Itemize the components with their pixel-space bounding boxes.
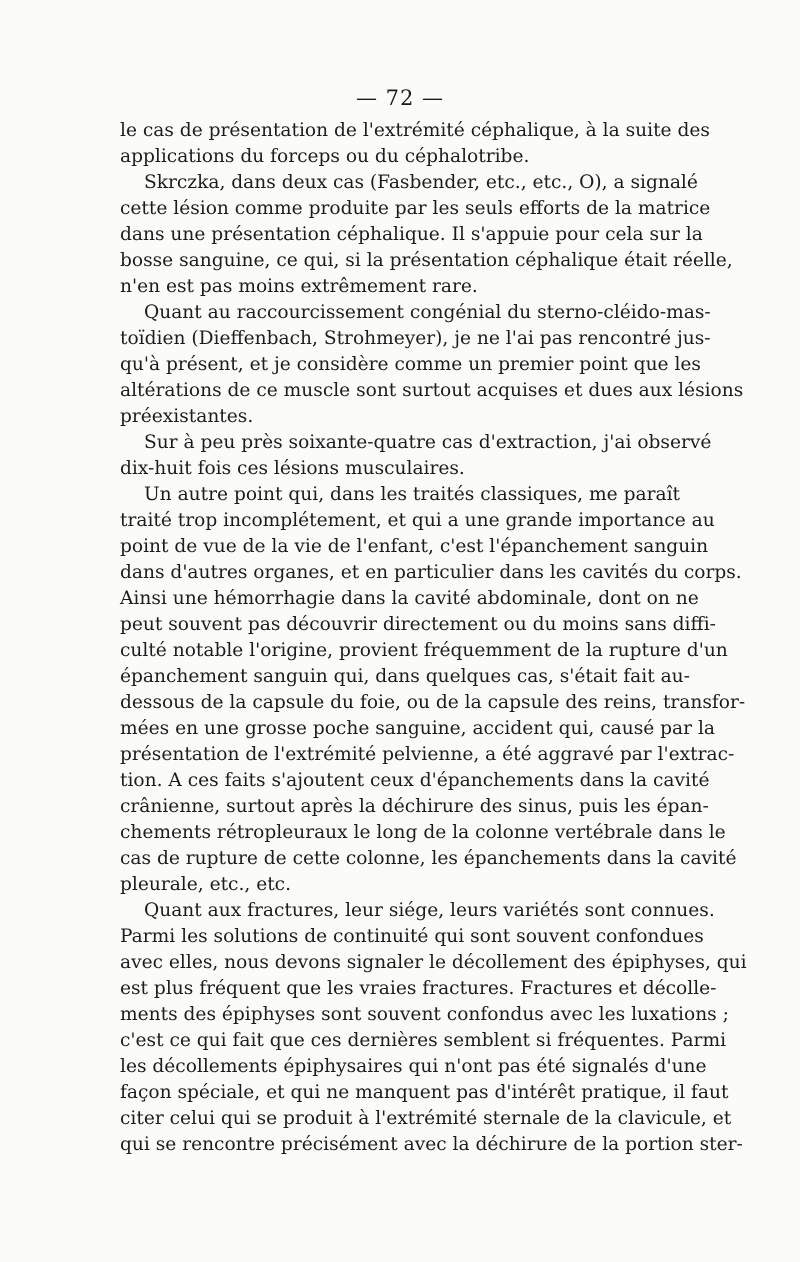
text-line: citer celui qui se produit à l'extrémité sternale de la clavicule, et <box>120 1108 732 1129</box>
text-line: n'en est pas moins extrêmement rare. <box>120 276 478 297</box>
text-line: Parmi les solutions de continuité qui sont souvent confondues <box>120 926 704 947</box>
text-line: ments des épiphyses sont souvent confondus avec les luxations ; <box>120 1004 729 1025</box>
text-line: qui se rencontre précisément avec la déchirure de la portion ster- <box>120 1134 743 1155</box>
text-line: cette lésion comme produite par les seuls efforts de la matrice <box>120 198 711 219</box>
text-line: traité trop incomplétement, et qui a une grande importance au <box>120 510 715 531</box>
text-line: applications du forceps ou du céphalotribe. <box>120 146 530 167</box>
body-text <box>120 118 747 1158</box>
page-number: — 72 — <box>355 86 445 110</box>
text-line: tion. A ces faits s'ajoutent ceux d'épanchements dans la cavité <box>120 770 710 791</box>
text-line: Un autre point qui, dans les traités classiques, me paraît <box>144 484 680 505</box>
text-line: façon spéciale, et qui ne manquent pas d'intérêt pratique, il faut <box>120 1082 729 1103</box>
text-line: Ainsi une hémorrhagie dans la cavité abdominale, dont on ne <box>120 588 699 609</box>
text-line: Quant au raccourcissement congénial du sterno-cléido-mas- <box>144 302 711 323</box>
text-line: altérations de ce muscle sont surtout acquises et dues aux lésions <box>120 380 744 401</box>
text-line: les décollements épiphysaires qui n'ont pas été signalés d'une <box>120 1056 707 1077</box>
text-line: Quant aux fractures, leur siége, leurs variétés sont connues. <box>144 900 715 921</box>
text-line: bosse sanguine, ce qui, si la présentation céphalique était réelle, <box>120 250 733 271</box>
text-line: peut souvent pas découvrir directement ou du moins sans diffi- <box>120 614 716 635</box>
text-line: point de vue de la vie de l'enfant, c'est l'épanchement sanguin <box>120 536 709 557</box>
text-line: préexistantes. <box>120 406 254 427</box>
text-line: dessous de la capsule du foie, ou de la capsule des reins, transfor- <box>120 692 746 713</box>
text-line: chements rétropleuraux le long de la colonne vertébrale dans le <box>120 822 726 843</box>
text-line: qu'à présent, et je considère comme un premier point que les <box>120 354 701 375</box>
text-line: présentation de l'extrémité pelvienne, a été aggravé par l'extrac- <box>120 744 735 765</box>
text-line: dix-huit fois ces lésions musculaires. <box>120 458 465 479</box>
text-line: dans d'autres organes, et en particulier dans les cavités du corps. <box>120 562 742 583</box>
text-line: c'est ce qui fait que ces dernières semblent si fréquentes. Parmi <box>120 1030 727 1051</box>
text-line: crânienne, surtout après la déchirure des sinus, puis les épan- <box>120 796 709 817</box>
text-line: mées en une grosse poche sanguine, accident qui, causé par la <box>120 718 715 739</box>
text-line: cas de rupture de cette colonne, les épanchements dans la cavité <box>120 848 737 869</box>
text-line: Sur à peu près soixante-quatre cas d'extraction, j'ai observé <box>144 432 712 453</box>
text-line: culté notable l'origine, provient fréquemment de la rupture d'un <box>120 640 728 661</box>
text-line: épanchement sanguin qui, dans quelques cas, s'était fait au- <box>120 666 690 687</box>
text-line: est plus fréquent que les vraies fractures. Fractures et décolle- <box>120 978 717 999</box>
text-line: le cas de présentation de l'extrémité céphalique, à la suite des <box>120 120 710 141</box>
text-line: pleurale, etc., etc. <box>120 874 291 895</box>
text-line: dans une présentation céphalique. Il s'appuie pour cela sur la <box>120 224 703 245</box>
text-line: Skrczka, dans deux cas (Fasbender, etc., etc., O), a signalé <box>144 172 698 193</box>
text-line: toïdien (Dieffenbach, Strohmeyer), je ne l'ai pas rencontré jus- <box>120 328 711 349</box>
text-line: avec elles, nous devons signaler le décollement des épiphyses, qui <box>120 952 747 973</box>
